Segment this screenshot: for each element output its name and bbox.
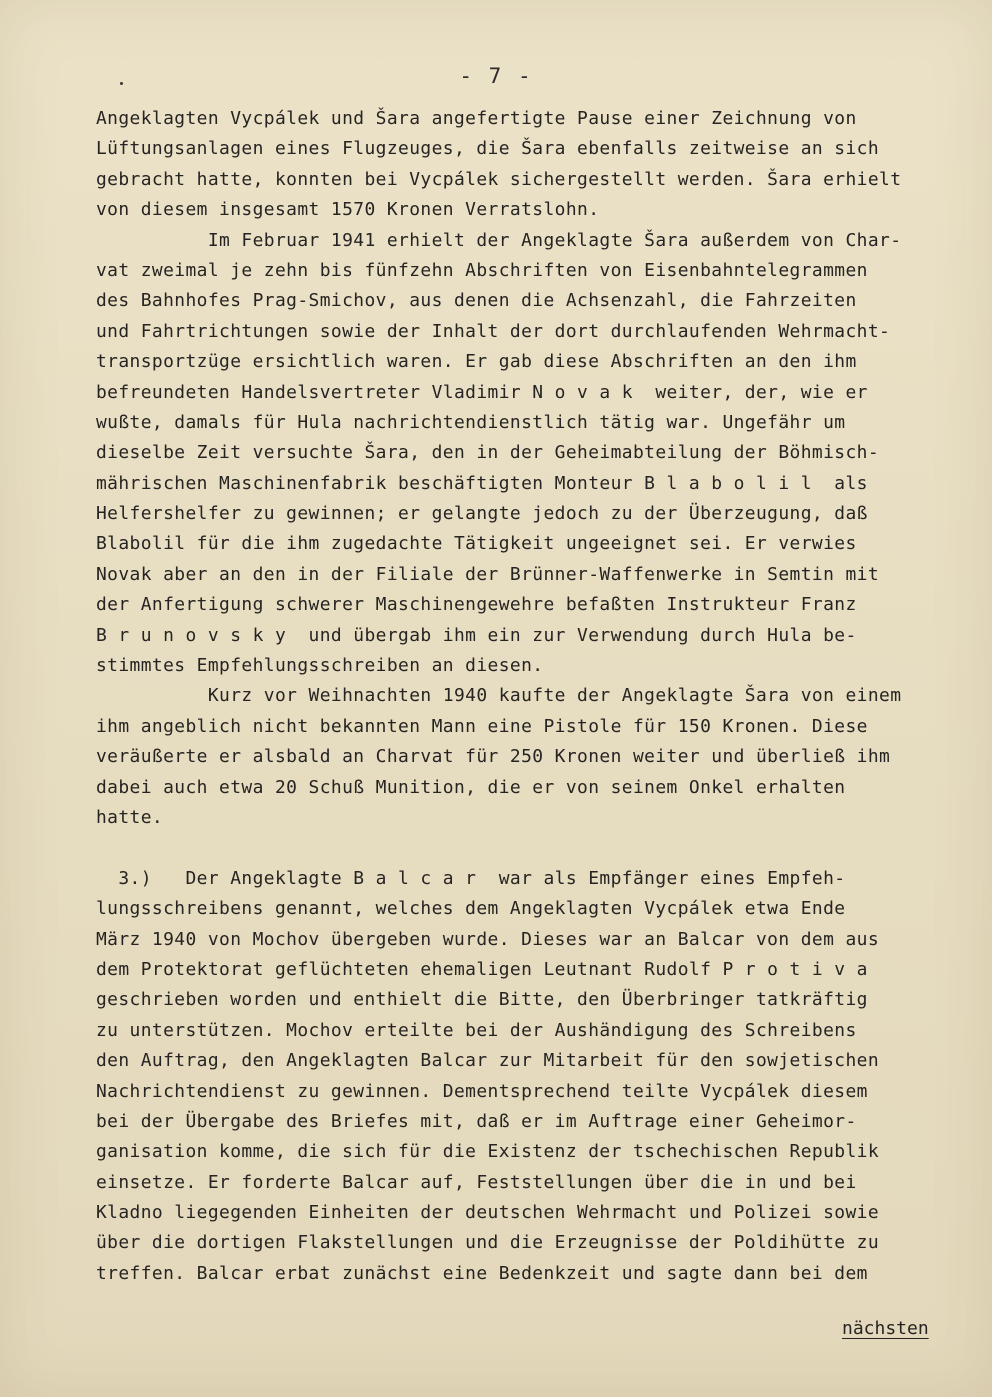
text-line: Kladno liegegenden Einheiten der deutschen Wehrmacht und Polizei sowie <box>96 1202 880 1224</box>
page-number: - 7 - <box>459 64 533 88</box>
text-line: bei der Übergabe des Briefes mit, daß er im Auftrage einer Geheimor- <box>96 1110 857 1132</box>
text-line: transportzüge ersichtlich waren. Er gab diese Abschriften an den ihm <box>96 351 857 373</box>
text-line: B r u n o v s k y und übergab ihm ein zur Verwendung durch Hula be- <box>96 624 857 646</box>
text-line: Im Februar 1941 erhielt der Angeklagte Šara außerdem von Char- <box>96 229 902 251</box>
text-line: Lüftungsanlagen eines Flugzeuges, die Šara ebenfalls zeitweise an sich <box>96 138 880 160</box>
text-line: dabei auch etwa 20 Schuß Munition, die er von seinem Onkel erhalten <box>96 776 846 798</box>
text-line: des Bahnhofes Prag-Smichov, aus denen die Achsenzahl, die Fahrzeiten <box>96 290 857 312</box>
text-line: wußte, damals für Hula nachrichtendienstlich tätig war. Ungefähr um <box>96 411 846 433</box>
text-line: befreundeten Handelsvertreter Vladimir N o v a k weiter, der, wie er <box>96 381 868 403</box>
text-line: Blabolil für die ihm zugedachte Tätigkeit ungeeignet sei. Er verwies <box>96 533 857 555</box>
text-line <box>96 833 982 863</box>
text-line: mährischen Maschinenfabrik beschäftigten Monteur B l a b o l i l als <box>96 472 868 494</box>
text-line: stimmtes Empfehlungsschreiben an diesen. <box>96 655 544 677</box>
text-line: dieselbe Zeit versuchte Šara, den in der Geheimabteilung der Böhmisch- <box>96 442 880 464</box>
text-line: Kurz vor Weihnachten 1940 kaufte der Angeklagte Šara von einem <box>96 685 902 707</box>
text-line: ihm angeblich nicht bekannten Mann eine Pistole für 150 Kronen. Diese <box>96 715 868 737</box>
text-line: Nachrichtendienst zu gewinnen. Dementsprechend teilte Vycpálek diesem <box>96 1080 868 1102</box>
text-line: 3.) Der Angeklagte B a l c a r war als Empfänger eines Empfeh- <box>96 867 846 889</box>
text-line: März 1940 von Mochov übergeben wurde. Dieses war an Balcar von dem aus <box>96 928 880 950</box>
text-line: geschrieben worden und enthielt die Bitte, den Überbringer tatkräftig <box>96 989 868 1011</box>
text-line: Helfershelfer zu gewinnen; er gelangte jedoch zu der Überzeugung, daß <box>96 503 868 525</box>
text-line: vat zweimal je zehn bis fünfzehn Abschriften von Eisenbahntelegrammen <box>96 259 868 281</box>
catchword: nächsten <box>842 1318 929 1339</box>
document-body <box>96 104 986 1289</box>
text-line: einsetze. Er forderte Balcar auf, Feststellungen über die in und bei <box>96 1171 857 1193</box>
text-line: treffen. Balcar erbat zunächst eine Bedenkzeit und sagte dann bei dem <box>96 1262 868 1284</box>
text-line: veräußerte er alsbald an Charvat für 250 Kronen weiter und überließ ihm <box>96 746 891 768</box>
text-line: Novak aber an den in der Filiale der Brünner-Waffenwerke in Semtin mit <box>96 563 880 585</box>
text-line: hatte. <box>96 806 164 828</box>
text-line: zu unterstützen. Mochov erteilte bei der Aushändigung des Schreibens <box>96 1019 857 1041</box>
text-line: von diesem insgesamt 1570 Kronen Verratslohn. <box>96 199 600 221</box>
text-line: und Fahrtrichtungen sowie der Inhalt der dort durchlaufenden Wehrmacht- <box>96 320 891 342</box>
text-line: der Anfertigung schwerer Maschinengewehre befaßten Instrukteur Franz <box>96 594 857 616</box>
text-line: ganisation komme, die sich für die Existenz der tschechischen Republik <box>96 1141 880 1163</box>
text-line: gebracht hatte, konnten bei Vycpálek sichergestellt werden. Šara erhielt <box>96 168 902 190</box>
text-line: über die dortigen Flakstellungen und die Erzeugnisse der Poldihütte zu <box>96 1232 880 1254</box>
paper-speck <box>120 82 123 85</box>
text-line: dem Protektorat geflüchteten ehemaligen Leutnant Rudolf P r o t i v a <box>96 958 868 980</box>
text-line: Angeklagten Vycpálek und Šara angefertigte Pause einer Zeichnung von <box>96 108 857 129</box>
text-line: lungsschreibens genannt, welches dem Angeklagten Vycpálek etwa Ende <box>96 898 846 920</box>
text-line: den Auftrag, den Angeklagten Balcar zur Mitarbeit für den sowjetischen <box>96 1050 880 1072</box>
